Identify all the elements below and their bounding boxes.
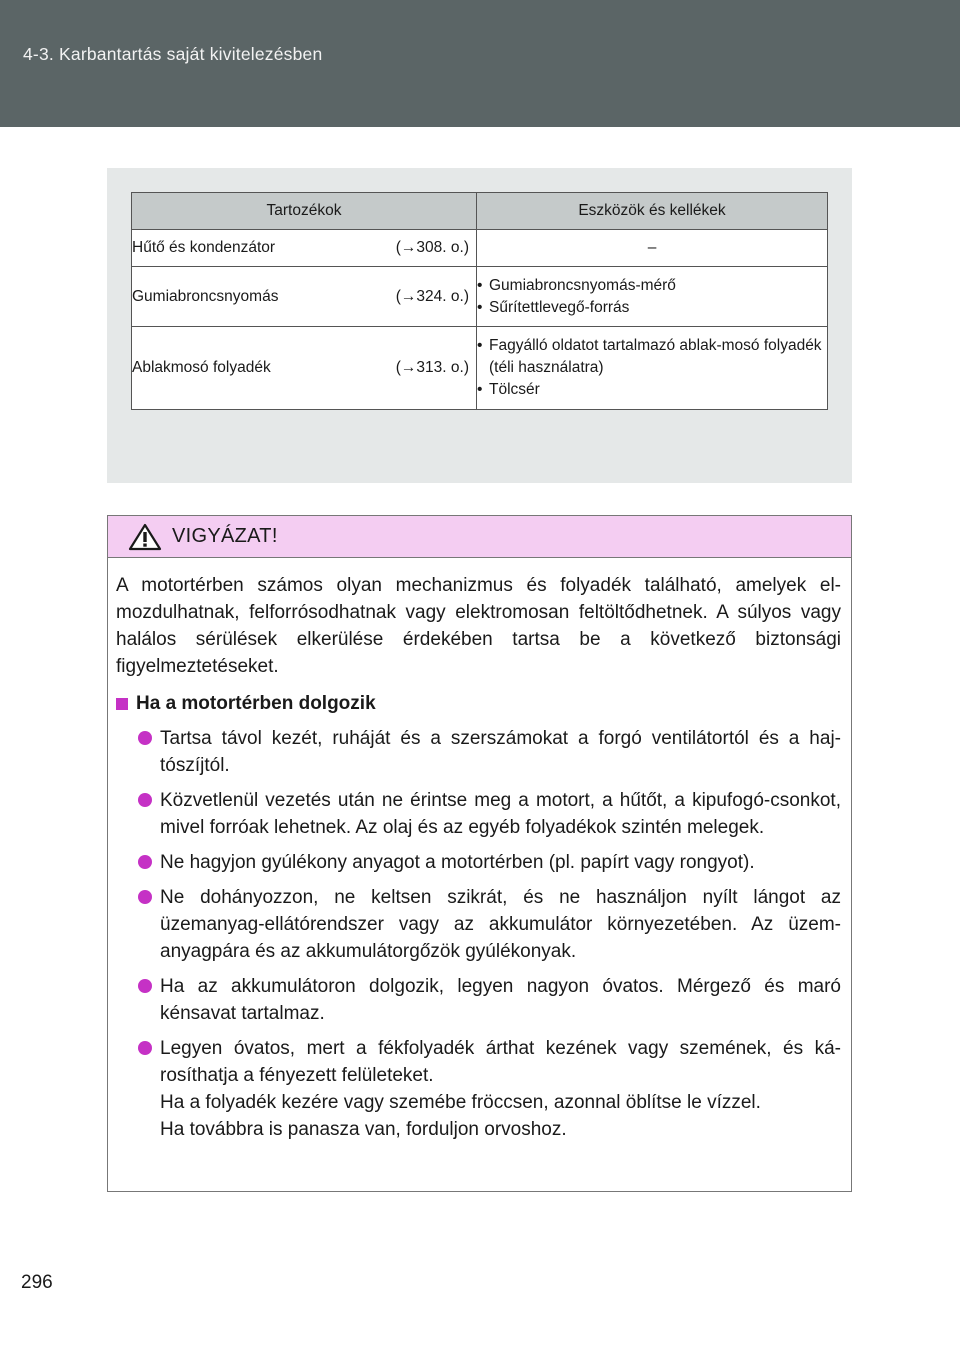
section-title: 4-3. Karbantartás saját kivitelezésben	[23, 44, 323, 64]
tools-cell: –	[477, 230, 828, 267]
table-row	[132, 230, 828, 267]
warning-box	[107, 515, 852, 1192]
round-bullet-icon	[138, 793, 152, 807]
column-header: Eszközök és kellékek	[477, 193, 828, 230]
section-heading: Ha a motortérben dolgozik	[116, 690, 841, 717]
list-item: • Tölcsér	[477, 381, 540, 398]
tools-cell	[477, 267, 828, 327]
round-bullet-icon	[138, 979, 152, 993]
table-row	[132, 327, 828, 410]
round-bullet-icon	[138, 1041, 152, 1055]
page-reference[interactable]: (→313. o.)	[395, 359, 469, 376]
column-header: Tartozékok	[132, 193, 477, 230]
item-name: Hűtő és kondenzátor	[132, 239, 276, 256]
list-item: Ne dohányozzon, ne keltsen szikrát, és ne használjon nyílt lángot az üzemanyag-ellátórendszer vagy az akkumulátor környezetében. Az üzem-anyagpára és az akkumulátorgőzök gyúlékonyak.	[116, 884, 841, 965]
list-item: Legyen óvatos, mert a fékfolyadék árthat kezének vagy szemének, és ká-rosíthatja a fényezett felületeket. Ha a folyadék kezére vagy szemébe fröccsen, azonnal öblítse le vízzel. Ha továbbra is panasza van, forduljon orvoshoz.	[116, 1035, 841, 1143]
warning-triangle-icon	[128, 523, 162, 551]
item-cell	[132, 267, 477, 327]
warning-title: VIGYÁZAT!	[172, 525, 278, 547]
items-table-panel	[107, 168, 852, 483]
table-header-row	[132, 193, 828, 230]
item-name: Ablakmosó folyadék	[132, 359, 271, 376]
warning-body	[108, 558, 851, 1143]
warning-header	[108, 516, 851, 558]
list-item: • Gumiabroncsnyomás-mérő	[477, 276, 676, 294]
list-item: Közvetlenül vezetés után ne érintse meg a motort, a hűtőt, a kipufogó-csonkot, mivel forróak lehetnek. Az olaj és az egyéb folyadékok szintén melegek.	[116, 787, 841, 841]
page-header	[0, 0, 960, 127]
list-item: Ha az akkumulátoron dolgozik, legyen nagyon óvatos. Mérgező és maró kénsavat tartalmaz.	[116, 973, 841, 1027]
table-row	[132, 267, 828, 327]
page-reference[interactable]: (→324. o.)	[395, 287, 469, 305]
items-table	[131, 192, 828, 410]
round-bullet-icon	[138, 855, 152, 869]
page-number: 296	[21, 1272, 53, 1293]
page-reference[interactable]: (→308. o.)	[395, 239, 469, 256]
tools-cell	[477, 327, 828, 410]
item-cell	[132, 230, 477, 267]
list-item: • Sűrítettlevegő-forrás	[477, 298, 630, 316]
square-bullet-icon	[116, 698, 128, 710]
item-name: Gumiabroncsnyomás	[132, 287, 279, 305]
warning-intro: A motortérben számos olyan mechanizmus és folyadék található, amelyek el-mozdulhatnak, felforrósodhatnak vagy elektromosan feltöltődhetnek. A súlyos vagy halálos sérülések elkerülése érdekében tartsa be a következő biztonsági figyelmeztetéseket.	[116, 575, 841, 677]
list-item: Ne hagyjon gyúlékony anyagot a motortérben (pl. papírt vagy rongyot).	[116, 849, 841, 876]
list-item: Tartsa távol kezét, ruháját és a szerszámokat a forgó ventilátortól és a haj-tószíjtól.	[116, 725, 841, 779]
round-bullet-icon	[138, 731, 152, 745]
round-bullet-icon	[138, 890, 152, 904]
list-item: • Fagyálló oldatot tartalmazó ablak-mosó folyadék (téli használatra)	[477, 337, 822, 376]
item-cell	[132, 327, 477, 410]
